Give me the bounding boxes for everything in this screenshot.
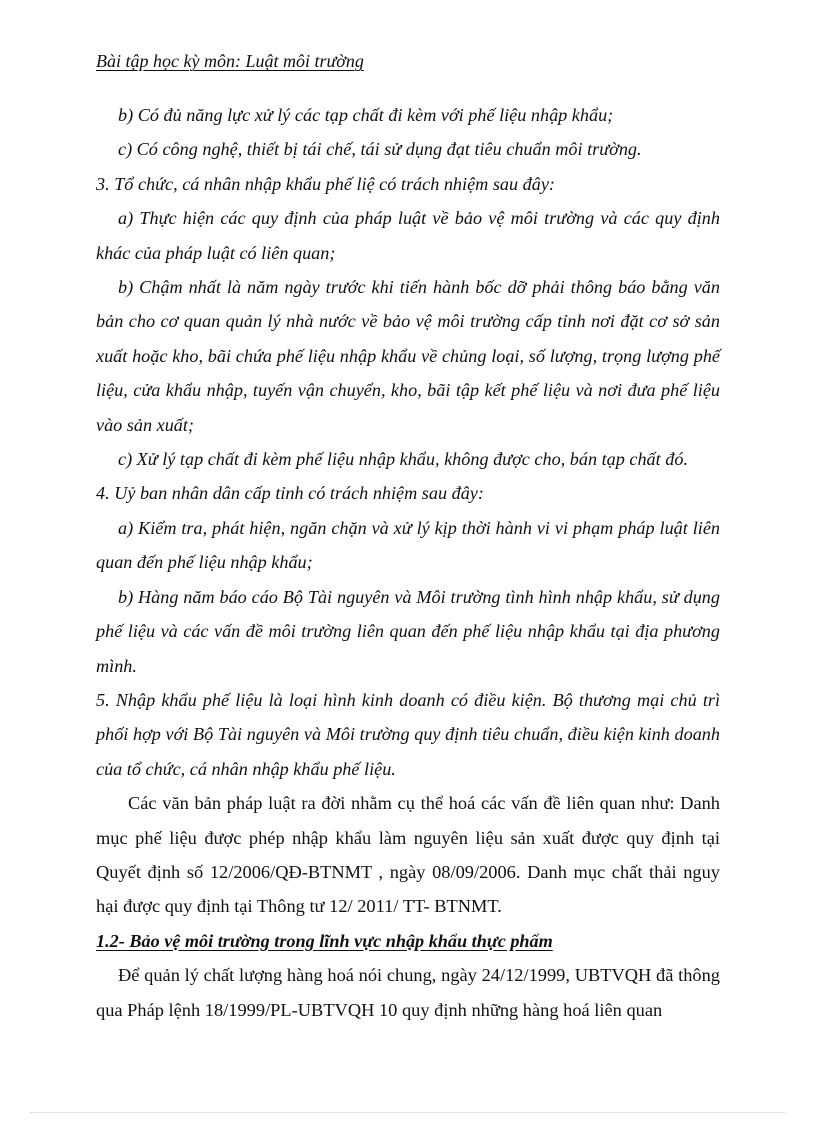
page-bottom-rule [30,1112,786,1113]
paragraph-legal-documents: Các văn bản pháp luật ra đời nhằm cụ thể hoá các vấn đề liên quan như: Danh mục phế liệu được phép nhập khẩu làm nguyên liệu sản xuất được quy định tại Quyết định số 12/2006/QĐ-BTNMT , ngày 08/09/2006. Danh mục chất thải nguy hại được quy định tại Thông tư 12/ 2011/ TT- BTNMT. [96,793,720,917]
paragraph-b-notify: b) Chậm nhất là năm ngày trước khi tiến hành bốc dỡ phải thông báo bằng văn bản cho cơ quan quản lý nhà nước về bảo vệ môi trường cấp tỉnh nơi đặt cơ sở sản xuất hoặc kho, bãi chứa phế liệu nhập khẩu về chủng loại, số lượng, trọng lượng phế liệu, cửa khẩu nhập, tuyến vận chuyển, kho, bãi tập kết phế liệu và nơi đưa phế liệu vào sản xuất; [96,277,720,435]
paragraph-a-comply: a) Thực hiện các quy định của pháp luật về bảo vệ môi trường và các quy định khác của pháp luật có liên quan; [96,208,720,263]
page-header: Bài tập học kỳ môn: Luật môi trường [96,51,364,71]
document-body [96,98,720,1027]
paragraph-c-technology: c) Có công nghệ, thiết bị tái chế, tái sử dụng đạt tiêu chuẩn môi trường. [118,139,642,160]
section-heading-1-2: 1.2- Bảo vệ môi trường trong lĩnh vực nhập khẩu thực phẩm [96,930,553,951]
paragraph-b-capacity: b) Có đủ năng lực xử lý các tạp chất đi kèm với phế liệu nhập khẩu; [118,105,614,125]
paragraph-b-report: b) Hàng năm báo cáo Bộ Tài nguyên và Môi trường tình hình nhập khẩu, sử dụng phế liệu và các vấn đề môi trường liên quan đến phế liệu nhập khẩu tại địa phương mình. [96,586,720,676]
paragraph-quality-management: Để quản lý chất lượng hàng hoá nói chung, ngày 24/12/1999, UBTVQH đã thông qua Pháp lệnh 18/1999/PL-UBTVQH 10 quy định những hàng hoá liên quan [96,965,720,1020]
paragraph-a-inspect: a) Kiểm tra, phát hiện, ngăn chặn và xử lý kịp thời hành vi vi phạm pháp luật liên quan đến phế liệu nhập khẩu; [96,517,720,573]
paragraph-5-conditional-business: 5. Nhập khẩu phế liệu là loại hình kinh doanh có điều kiện. Bộ thương mại chủ trì phối hợp với Bộ Tài nguyên và Môi trường quy định tiêu chuẩn, điều kiện kinh doanh của tổ chức, cá nhân nhập khẩu phế liệu. [96,689,720,779]
paragraph-3-responsibilities: 3. Tổ chức, cá nhân nhập khẩu phế liệ có trách nhiệm sau đây: [96,173,555,194]
paragraph-4-provincial-committee: 4. Uỷ ban nhân dân cấp tỉnh có trách nhiệm sau đây: [96,483,484,504]
paragraph-c-impurities: c) Xử lý tạp chất đi kèm phế liệu nhập khẩu, không được cho, bán tạp chất đó. [118,449,688,470]
